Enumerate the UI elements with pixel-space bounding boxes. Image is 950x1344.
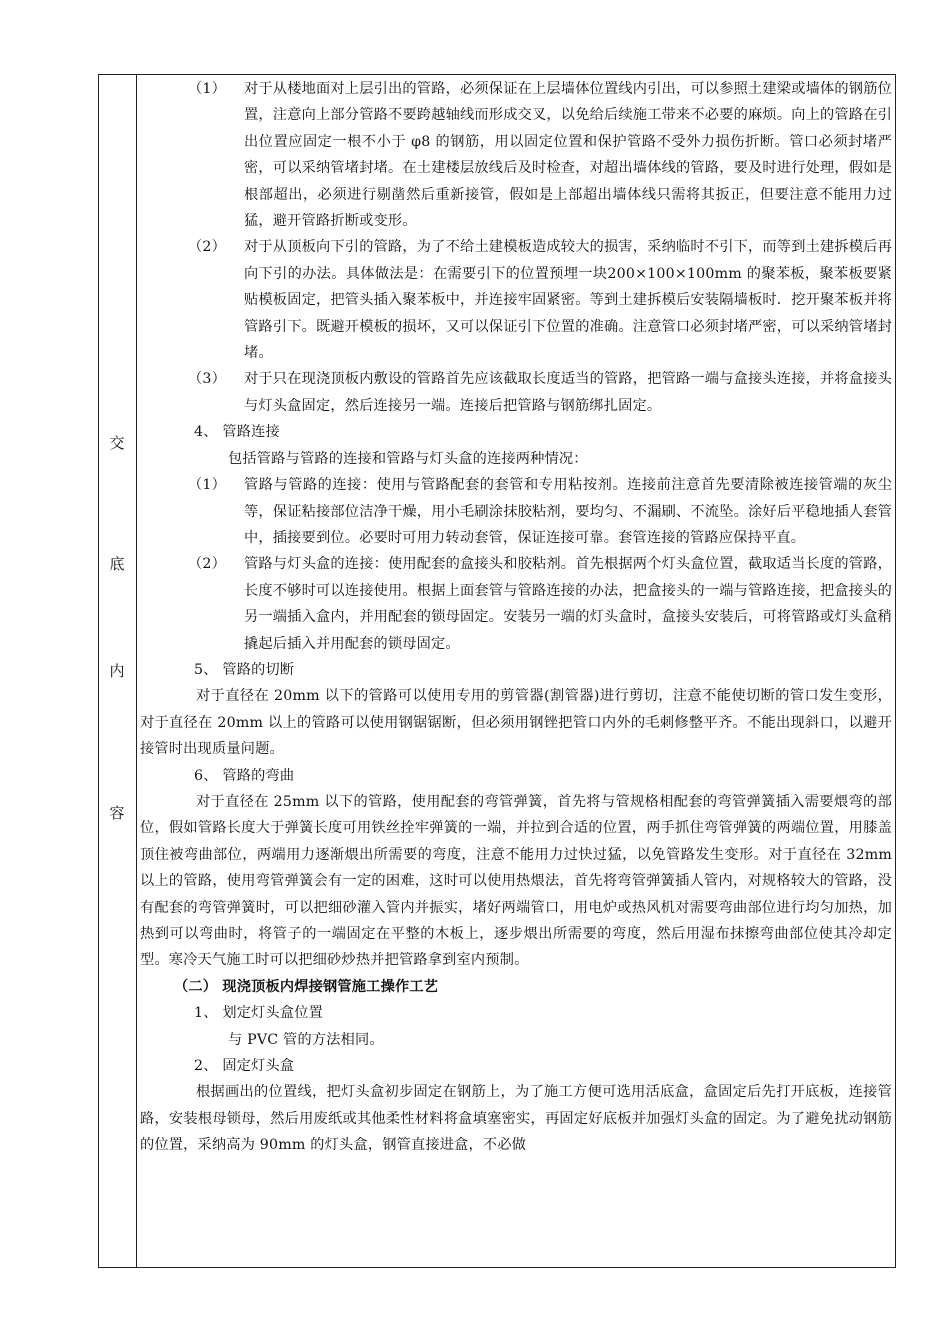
section-heading: 2、 固定灯头盒 [194,1058,295,1075]
item-text: 对于从楼地面对上层引出的管路，必须保证在上层墙体位置线内引出，可以参照土建梁或墙体的钢筋位置，注意向上部分管路不要跨越轴线而形成交叉，以免给后续施工带来不必要的麻烦。向上的管路在引出位置应固定一根不小于 φ8 的钢筋，用以固定位置和保护管路不受外力损伤折断。管口必须封堵严密，可以采纳管堵封堵。在土建楼层放线后及时检查，对超出墙体线的管路，要及时进行处理，假如是根部超出，必须进行剔凿然后重新接管，假如是上部超出墙体线只需将其扳正，但要注意不能用力过猛，避开管路折断或变形。 [244,81,892,230]
list-item [160,234,892,366]
paragraph: 与 PVC 管的方法相同。 [228,1031,384,1048]
paragraph: 包括管路与管路的连接和管路与灯头盒的连接两种情况： [228,450,588,467]
item-number: （1） [188,477,227,494]
item-text: 对于只在现浇顶板内敷设的管路首先应该截取长度适当的管路，把管路一端与盒接头连接，并将盒接头与灯头盒固定，然后连接另一端。连接后把管路与钢筋绑扎固定。 [244,371,892,414]
paragraph: 对于直径在 20mm 以下的管路可以使用专用的剪管器(割管器)进行剪切，注意不能使切断的管口发生变形，对于直径在 20mm 以上的管路可以使用钢锯锯断，但必须用钢锉把管口内外的毛刺修整平齐。不能出现斜口，以避开接管时出现质量问题。 [140,688,892,758]
paragraph: 根据画出的位置线，把灯头盒初步固定在钢筋上，为了施工方便可选用活底盒，盒固定后先打开底板，连接管路，安装根母锁母，然后用废纸或其他柔性材料将盒填塞密实，再固定好底板并加强灯头盒的固定。为了避免扰动钢筋的位置，采纳高为 90mm 的灯头盒，钢管直接进盒，不必做 [140,1084,892,1154]
item-text: 管路与灯头盒的连接：使用配套的盒接头和胶粘剂。首先根据两个灯头盒位置，截取适当长度的管路，长度不够时可以连接使用。根据上面套管与管路连接的办法，把盒接头的一端与管路连接，把盒接头的另一端插入盒内，并用配套的锁母固定。安装另一端的灯头盒时，盒接头安装后，可将管路或灯头盒稍撬起后插入并用配套的锁母固定。 [244,556,892,652]
item-number: （3） [188,371,227,388]
list-item [160,76,892,234]
item-number: （2） [188,556,227,573]
chapter-heading: （二） 现浇顶板内焊接钢管施工操作工艺 [174,978,439,995]
section-heading: 6、 管路的弯曲 [194,767,295,784]
paragraph: 对于直径在 25mm 以下的管路，使用配套的弯管弹簧，首先将与管规格相配套的弯管弹簧插入需要煨弯的部位，假如管路长度大于弹簧长度可用铁丝拴牢弹簧的一端，并拉到合适的位置，两手抓住弯管弹簧的两端位置，用膝盖顶住被弯曲部位，两端用力逐渐煨出所需要的弯度，注意不能用力过快过猛，以免管路发生变形。对于直径在 32mm 以上的管路，使用弯管弹簧会有一定的困难，这时可以使用热煨法，首先将弯管弹簧插人管内，对规格较大的管路，没有配套的弯管弹簧时，可以把细砂灌入管内并振实，堵好两端管口，用电炉或热风机对需要弯曲部位进行均匀加热，加热到可以弯曲时，将管子的一端固定在平整的木板上，逐步煨出所需要的弯度，然后用湿布抹擦弯曲部位使其冷却定型。寒冷天气施工时可以把细砂炒热并把管路拿到室内预制。 [140,793,892,969]
item-number: （1） [188,81,227,97]
list-item [160,551,892,657]
content-body [140,76,892,1159]
column-divider [136,74,137,1268]
side-label-char-4: 容 [109,804,125,822]
side-label-char-1: 交 [109,434,125,452]
item-number: （2） [188,239,227,256]
side-label-char-3: 内 [109,662,125,680]
item-text: 对于从顶板向下引的管路，为了不给土建模板造成较大的损害，采纳临时不引下，而等到土建拆模后再向下引的办法。具体做法是：在需要引下的位置预埋一块200×100×100mm 的聚苯板，聚苯板要紧贴模板固定，把管头插入聚苯板中，并连接牢固紧密。等到土建拆模后安装隔墙板时．挖开聚苯板并将管路引下。既避开模板的损坏，又可以保证引下位置的准确。注意管口必须封堵严密，可以采纳管堵封堵。 [244,239,892,362]
section-heading: 5、 管路的切断 [194,661,295,678]
list-item [160,366,892,419]
side-label-char-2: 底 [109,555,125,573]
item-text: 管路与管路的连接：使用与管路配套的套管和专用粘按剂。连接前注意首先要清除被连接管端的灰尘等，保证粘接部位洁净干燥，用小毛刷涂抹胶粘剂，要均匀、不漏刷、不流坠。涂好后平稳地插人套管中，插接要到位。必要时可用力转动套管，保证连接可靠。套管连接的管路应保持平直。 [244,477,892,546]
section-heading: 4、 管路连接 [194,424,280,441]
list-item [160,472,892,551]
section-heading: 1、 划定灯头盒位置 [194,1005,324,1022]
